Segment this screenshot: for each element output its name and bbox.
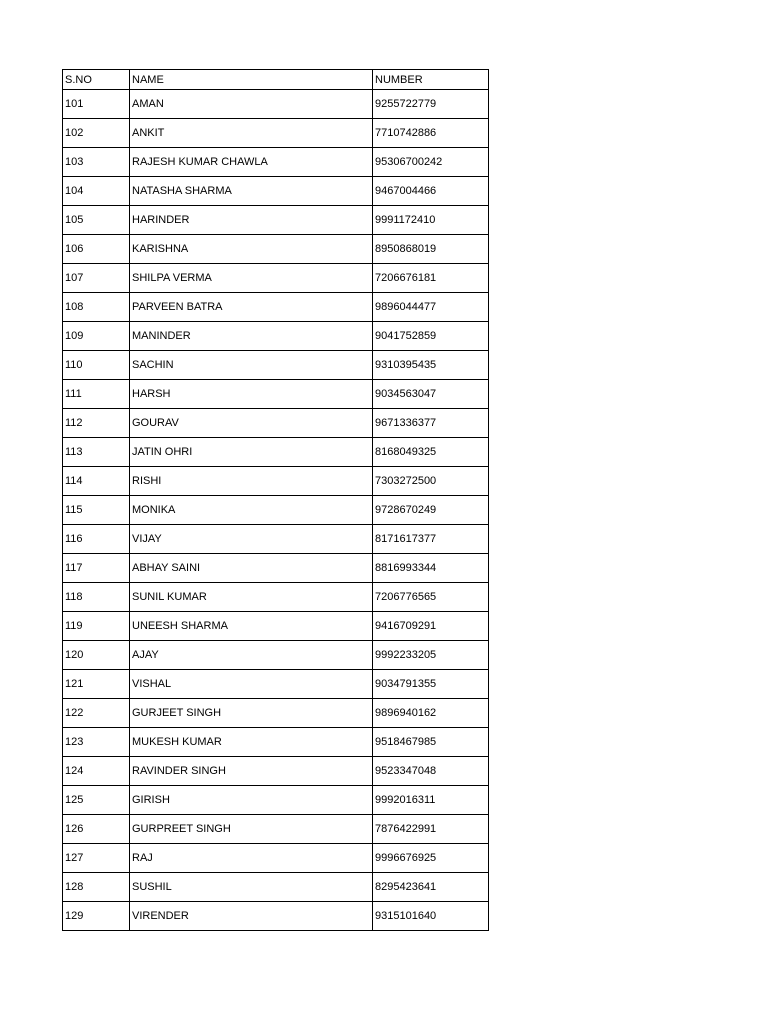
table-row xyxy=(63,467,489,496)
cell-number: 9467004466 xyxy=(373,177,489,206)
cell-sno: 125 xyxy=(63,786,130,815)
cell-name: VIRENDER xyxy=(130,902,373,931)
cell-number: 9034563047 xyxy=(373,380,489,409)
table-row xyxy=(63,554,489,583)
table-row xyxy=(63,496,489,525)
cell-sno: 124 xyxy=(63,757,130,786)
table-row xyxy=(63,322,489,351)
cell-name: AJAY xyxy=(130,641,373,670)
table-row xyxy=(63,902,489,931)
cell-name: SACHIN xyxy=(130,351,373,380)
cell-name: SHILPA VERMA xyxy=(130,264,373,293)
cell-number: 95306700242 xyxy=(373,148,489,177)
cell-name: SUNIL KUMAR xyxy=(130,583,373,612)
table-row xyxy=(63,264,489,293)
cell-number: 9991172410 xyxy=(373,206,489,235)
cell-number: 7303272500 xyxy=(373,467,489,496)
cell-name: GURPREET SINGH xyxy=(130,815,373,844)
cell-number: 8168049325 xyxy=(373,438,489,467)
cell-sno: 116 xyxy=(63,525,130,554)
cell-number: 9518467985 xyxy=(373,728,489,757)
header-sno: S.NO xyxy=(63,70,130,90)
cell-sno: 121 xyxy=(63,670,130,699)
cell-sno: 114 xyxy=(63,467,130,496)
cell-sno: 128 xyxy=(63,873,130,902)
table-row xyxy=(63,815,489,844)
table-row xyxy=(63,728,489,757)
cell-number: 9728670249 xyxy=(373,496,489,525)
cell-sno: 129 xyxy=(63,902,130,931)
table-row xyxy=(63,757,489,786)
table-row xyxy=(63,583,489,612)
cell-number: 9315101640 xyxy=(373,902,489,931)
cell-number: 7206776565 xyxy=(373,583,489,612)
cell-number: 9255722779 xyxy=(373,90,489,119)
cell-sno: 108 xyxy=(63,293,130,322)
cell-sno: 102 xyxy=(63,119,130,148)
cell-number: 9996676925 xyxy=(373,844,489,873)
cell-sno: 126 xyxy=(63,815,130,844)
table-row xyxy=(63,90,489,119)
cell-name: PARVEEN BATRA xyxy=(130,293,373,322)
cell-sno: 111 xyxy=(63,380,130,409)
cell-number: 9034791355 xyxy=(373,670,489,699)
cell-name: RAJESH KUMAR CHAWLA xyxy=(130,148,373,177)
cell-name: MUKESH KUMAR xyxy=(130,728,373,757)
cell-name: KARISHNA xyxy=(130,235,373,264)
cell-number: 9896044477 xyxy=(373,293,489,322)
cell-sno: 118 xyxy=(63,583,130,612)
cell-number: 9992233205 xyxy=(373,641,489,670)
cell-number: 9671336377 xyxy=(373,409,489,438)
cell-sno: 113 xyxy=(63,438,130,467)
cell-name: GOURAV xyxy=(130,409,373,438)
cell-sno: 109 xyxy=(63,322,130,351)
cell-name: AMAN xyxy=(130,90,373,119)
cell-sno: 122 xyxy=(63,699,130,728)
table-row xyxy=(63,699,489,728)
cell-name: RISHI xyxy=(130,467,373,496)
cell-sno: 106 xyxy=(63,235,130,264)
cell-sno: 101 xyxy=(63,90,130,119)
header-row xyxy=(63,70,489,90)
cell-name: JATIN OHRI xyxy=(130,438,373,467)
cell-name: HARINDER xyxy=(130,206,373,235)
table-row xyxy=(63,612,489,641)
cell-name: VISHAL xyxy=(130,670,373,699)
cell-name: HARSH xyxy=(130,380,373,409)
cell-name: ABHAY SAINI xyxy=(130,554,373,583)
table-row xyxy=(63,293,489,322)
cell-number: 9992016311 xyxy=(373,786,489,815)
cell-sno: 115 xyxy=(63,496,130,525)
cell-name: VIJAY xyxy=(130,525,373,554)
cell-number: 9310395435 xyxy=(373,351,489,380)
cell-number: 8816993344 xyxy=(373,554,489,583)
header-name: NAME xyxy=(130,70,373,90)
table-row xyxy=(63,177,489,206)
table-row xyxy=(63,786,489,815)
cell-name: GURJEET SINGH xyxy=(130,699,373,728)
cell-sno: 104 xyxy=(63,177,130,206)
cell-name: MONIKA xyxy=(130,496,373,525)
cell-name: GIRISH xyxy=(130,786,373,815)
cell-sno: 127 xyxy=(63,844,130,873)
cell-sno: 103 xyxy=(63,148,130,177)
cell-sno: 112 xyxy=(63,409,130,438)
cell-sno: 119 xyxy=(63,612,130,641)
cell-number: 9416709291 xyxy=(373,612,489,641)
table-body xyxy=(63,90,489,931)
cell-number: 9896940162 xyxy=(373,699,489,728)
table-row xyxy=(63,380,489,409)
cell-name: MANINDER xyxy=(130,322,373,351)
cell-sno: 120 xyxy=(63,641,130,670)
contact-table xyxy=(62,69,489,931)
cell-sno: 107 xyxy=(63,264,130,293)
table-row xyxy=(63,438,489,467)
cell-number: 7710742886 xyxy=(373,119,489,148)
table-row xyxy=(63,119,489,148)
cell-sno: 117 xyxy=(63,554,130,583)
cell-number: 8171617377 xyxy=(373,525,489,554)
cell-name: RAJ xyxy=(130,844,373,873)
cell-sno: 105 xyxy=(63,206,130,235)
cell-name: ANKIT xyxy=(130,119,373,148)
table-row xyxy=(63,525,489,554)
cell-number: 8295423641 xyxy=(373,873,489,902)
cell-name: SUSHIL xyxy=(130,873,373,902)
cell-number: 9523347048 xyxy=(373,757,489,786)
table-row xyxy=(63,235,489,264)
table-row xyxy=(63,206,489,235)
table-header xyxy=(63,70,489,90)
table-row xyxy=(63,670,489,699)
cell-sno: 123 xyxy=(63,728,130,757)
cell-name: NATASHA SHARMA xyxy=(130,177,373,206)
cell-number: 8950868019 xyxy=(373,235,489,264)
cell-number: 7876422991 xyxy=(373,815,489,844)
table-row xyxy=(63,641,489,670)
cell-name: RAVINDER SINGH xyxy=(130,757,373,786)
cell-number: 7206676181 xyxy=(373,264,489,293)
cell-number: 9041752859 xyxy=(373,322,489,351)
header-number: NUMBER xyxy=(373,70,489,90)
table-row xyxy=(63,351,489,380)
table-row xyxy=(63,409,489,438)
table-row xyxy=(63,148,489,177)
table-row xyxy=(63,873,489,902)
cell-name: UNEESH SHARMA xyxy=(130,612,373,641)
cell-sno: 110 xyxy=(63,351,130,380)
table-row xyxy=(63,844,489,873)
